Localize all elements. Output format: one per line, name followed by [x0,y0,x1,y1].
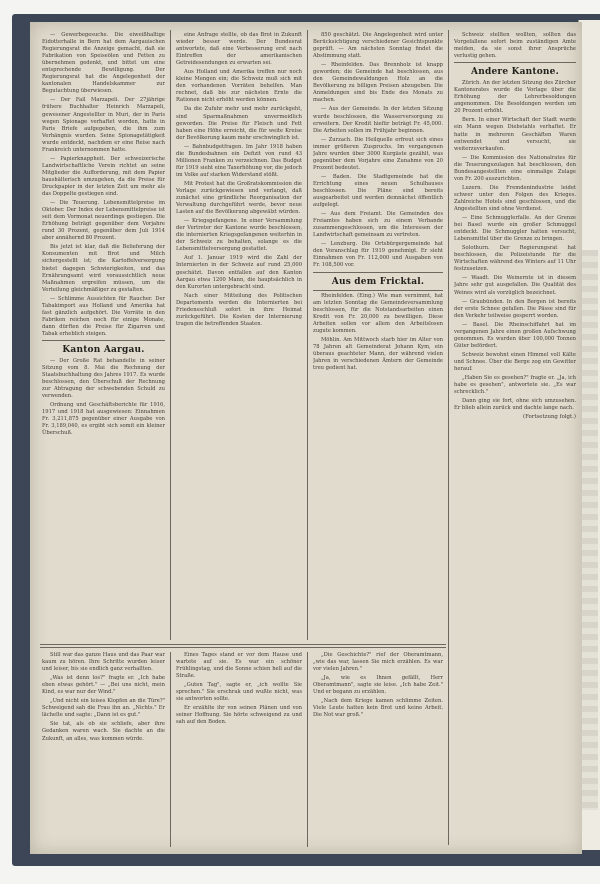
feuilleton-3c: „Nach dem Kriege kamen schlimme Zeiten. Viele Leute hatten kein Brot und keine Arbeit. Die Not war groß." [313,698,443,719]
feuilleton-4b: „Haben Sie es gesehen?" fragte er. „Ja, ich habe es gesehen", antwortete sie. „Es war schrecklich." [454,375,576,396]
feuilleton-1b: „Was ist denn los?" fragte er. „Ich habe eben etwas gehört." — „Bei uns nicht, mein Kind, es war nur der Wind." [42,675,165,696]
article-brot: eine Anfrage stellte, ob das Brot in Zukunft wieder besser werde. Der Bundesrat antwortete, daß eine Verbesserung erst nach Eintreffen der amerikanischen Getreidesendungen zu erwarten sei. [176,32,302,67]
feuilleton-1c: „Und nicht ein leises Klopfen an die Türe?" Schweigend sah die Frau ihn an. „Nichts." Er lächelte und sagte: „Dann ist es gut." [42,698,165,719]
facing-page-strip [582,250,598,810]
article-kommission: — Die Kommission des Nationalrates für die Teuerungszulagen hat beschlossen, den Bundesangestellten eine einmalige Zulage von Fr. 200 auszurichten. [454,154,576,182]
feuilleton-column-2 [176,652,302,847]
feuilleton-1d: Sie tat, als ob sie schliefe, aber ihre Gedanken waren wach. Sie dachte an die Zukunft, an alles, was kommen würde. [42,721,165,742]
column-rule [448,30,449,845]
article-abstimmung: 850 geschätzt. Die Angelegenheit wird unter Berücksichtigung verschiedener Gesichtspunkte geprüft. — Am nächsten Sonntag findet die Abstimmung statt. [313,32,443,60]
section-rule [313,290,443,291]
feuilleton-3b: „Ja, wie es Ihnen gefällt, Herr Oberamtmann", sagte sie leise. „Ich habe Zeit." Und er begann zu erzählen. [313,675,443,696]
article-internierte: Auf 1. Januar 1919 wird die Zahl der Internierten in der Schweiz auf rund 25,000 geschätzt. Davon entfallen auf den Kanton Aargau etwa 1200 Mann, die hauptsächlich in den Kurorten untergebracht sind. [176,255,302,290]
newspaper-page [30,22,582,854]
continuation-note: (Fortsetzung folgt.) [522,414,576,421]
feuilleton-column-1 [42,652,165,847]
feuilleton-1a: Still war das ganze Haus und das Paar war kaum zu hören. Ihre Schritte wurden leiser und leiser, bis sie endlich ganz verhallten. [42,652,165,673]
article-grosser-rat: — Der Große Rat behandelte in seiner Sitzung vom 8. Mai die Rechnung der Staatsbuchhaltung des Jahres 1917. Es wurde beschlossen, den Überschuß der Rechnung zur Abtragung der schwebenden Schuld zu verwenden. [42,357,165,400]
article-solothurn: Solothurn. Der Regierungsrat hat beschlossen, die Polizeistunde für die Wirtschaften während des Winters auf 11 Uhr festzusetzen. [454,245,576,273]
feuilleton-3a: „Die Geschichte?" rief der Oberamtmann, „wie das war, lassen Sie mich erzählen. Es war vor vielen Jahren." [313,652,443,673]
article-zurzach: — Zurzach. Die Heilquelle erfreut sich eines immer größeren Zuspruchs. Im vergangenen Jahre wurden über 3000 Kurgäste gezählt, was gegenüber dem Vorjahre eine Zunahme von 20 Prozent bedeutet. [313,136,443,171]
column-rule [170,30,171,640]
article-zufuhr: Aus Holland und Amerika treffen nur noch kleine Mengen ein; die Schweiz muß sich mit den vorhandenen Vorräten behelfen. Man rechnet, daß bis zur nächsten Ernte die Rationen nicht erhöht werden können. [176,69,302,104]
article-gefangene: — Kriegsgefangene. In einer Versammlung der Vertreter der Kantone wurde beschlossen, die internierten Kriegsgefangenen weiterhin in der Schweiz zu behalten, solange es die Lebensmittelversorgung gestattet. [176,218,302,253]
section-rule [313,272,443,273]
column-3 [313,32,443,642]
article-moehlin: Möhlin. Am Mittwoch starb hier im Alter von 78 Jahren alt Gemeinderat Johann Kym, ein überaus geachteter Mann, der während vielen Jahren in verschiedenen Ämtern der Gemeinde treu gedient hat. [313,336,443,371]
article-protest: Mit Protest hat die Großratskommission die Vorlage zurückgewiesen und verlangt, daß zunächst eine gründliche Reorganisation der Verwaltung durchgeführt werde, bevor neue Lasten auf die Bevölkerung abgewälzt würden. [176,180,302,216]
feuilleton-2b: „Guten Tag", sagte er, „ich wollte Sie sprechen." Sie erschrak und wußte nicht, was sie antworten sollte. [176,682,302,703]
column-rule [307,652,308,847]
column-2 [176,32,302,642]
article-wasser: — Aus der Gemeinde. In der letzten Sitzung wurde beschlossen, die Wasserversorgung zu erweitern. Der Kredit hiefür beträgt Fr. 45,000. Die Arbeiten sollen im Frühjahr beginnen. [313,106,443,134]
section-heading-aargau: Kanton Aargau. [62,344,145,355]
feuilleton-4a: Schweiz bewohnt einen Himmel voll Kälte und Schnee. Über die Berge zog ein Gewitter herauf. [454,351,576,372]
article-marzapeli: — Der Fall Marzapeli. Der 27jährige frühere Buchhalter Heinrich Marzapeli, gewesener Angestellter in Muri, der in Paris wegen Spionage verhaftet worden, hatte in Paris Briefe aufgegeben, die ihm zum Verhängnis wurden. Seine Spionagetätigkeit wurde entdeckt, nachdem er eine Reise nach Frankreich unternommen hatte. [42,97,165,153]
article-bahn: — Bahnbudgetfragen. Im Jahr 1918 haben die Bundesbahnen ein Defizit von rund 43 Millionen Franken zu verzeichnen. Das Budget für 1919 sieht eine Taxerhöhung vor, die jedoch im Volke auf starken Widerstand stößt. [176,143,302,178]
article-teuerung-cont: Bis jetzt ist klar, daß die Belieferung der Konsumenten mit Brot und Milch sichergestellt ist; die Kartoffelversorgung bietet dagegen Schwierigkeiten, und das Ernährungsamt wird voraussichtlich neue Maßnahmen ergreifen müssen, um die Verteilung gleichmäßiger zu gestalten. [42,244,165,293]
feuilleton-4c: Dann ging sie fort, ohne sich umzusehen. Er blieb allein zurück und dachte lange nach. [454,398,576,412]
feuilleton-column-3 [313,652,443,847]
section-heading-fricktal: Aus dem Fricktal. [331,276,425,287]
section-rule [454,62,576,63]
feuilleton-2a: Eines Tages stand er vor dem Hause und wartete auf sie. Es war ein schöner Frühlingstag, und die Sonne schien hell auf die Straße. [176,652,302,680]
article-teuerung: — Die Teuerung. Lebensmittelpreise im Oktober. Der Index der Lebensmittelpreise ist seit dem Vormonat neuerdings gestiegen. Die Erhöhung beträgt gegenüber dem Vorjahre rund 30 Prozent, gegenüber dem Juli 1914 aber annähernd 80 Prozent. [42,200,165,242]
article-lenzburg: — Lenzburg. Die Ortsbürgergemeinde hat den Voranschlag für 1919 genehmigt. Er sieht Einnahmen von Fr. 112,000 und Ausgaben von Fr. 108,500 vor. [313,241,443,269]
feuilleton-2c: Er erzählte ihr von seinen Plänen und von seiner Hoffnung. Sie hörte schweigend zu und sah auf den Boden. [176,705,302,726]
article-waadt: — Waadt. Die Weinernte ist in diesem Jahre sehr gut ausgefallen. Die Qualität des Weines wird als vorzüglich bezeichnet. [454,275,576,296]
article-gewerbe: — Gewerbegesuche. Die eiweißhaltige Eidotterhalle in Bern hat dem Aargauischen Regierungsrat die Anzeige gemacht, daß sie Fabrikation von Speiseölen und Fetten zu übernehmen gedenkt, und bittet um eine entsprechende Bewilligung. Der Regierungsrat hat die Angelegenheit der kantonalen Handelskammer zur Begutachtung überwiesen. [42,32,165,95]
article-freiamt: — Aus dem Freiamt. Die Gemeinden des Freiamtes haben sich zu einem Verbande zusammengeschlossen, um die Interessen der Landwirtschaft gemeinsam zu vertreten. [313,211,443,239]
column-1 [42,32,165,652]
article-zuerich: Zürich. An der letzten Sitzung des Zürcher Kantonsrates wurde die Vorlage über die Erhöhung der Lehrerbesoldungen angenommen. Die Besoldungen werden um 20 Prozent erhöht. [454,80,576,115]
article-basel: — Basel. Die Rheinschiffahrt hat im vergangenen Jahre einen großen Aufschwung genommen. Es wurden über 100,000 Tonnen Güter befördert. [454,321,576,349]
article-papier: — Papierknappheit. Der schweizerische Landwirtschaftliche Verein richtet an seine Mitglieder die Aufforderung, mit dem Papier haushälterisch umzugehen, da die Preise für Druckpapier in der letzten Zeit um mehr als das Doppelte gestiegen sind. [42,155,165,198]
section-rule [42,340,165,341]
column-rule [307,30,308,640]
article-spar: Da die Zufuhr mehr und mehr zurückgeht, sind Sparmaßnahmen unvermeidlich geworden. Die Preise für Fleisch und Fett haben eine Höhe erreicht, die für weite Kreise der Bevölkerung kaum mehr erschwinglich ist. [176,106,302,141]
section-heading-andere-kantone: Andere Kantone. [471,67,559,78]
article-schmuggel: — Eine Schmugglerfalle. An der Grenze bei Basel wurde ein großer Schmuggel entdeckt. Die Schmuggler hatten versucht, Lebensmittel über die Grenze zu bringen. [454,215,576,243]
article-heimkehr: Nach einer Mitteilung des Politischen Departements werden die Internierten bei Friedensschluß sofort in ihre Heimat zurückgeführt. Die Kosten der Internierung tragen die betreffenden Staaten. [176,292,302,327]
article-luzern: Luzern. Die Fremdenindustrie leidet schwer unter den Folgen des Krieges. Zahlreiche Hotels sind geschlossen, und die Angestellten sind ohne Verdienst. [454,184,576,212]
feuilleton-rule [40,644,446,645]
article-melden: Schweiz stellten wollten, sollten das Vorgefallene sofort beim zuständigen Amte melden, da sie sonst ihrer Ansprüche verlustig gehen. [454,32,576,60]
article-brennholz: — Rheinfelden. Das Brennholz ist knapp geworden; die Gemeinde hat beschlossen, aus den Gemeindewaldungen Holz an die Bevölkerung zu billigen Preisen abzugeben. Die Anmeldungen sind bis Ende des Monats zu machen. [313,62,443,104]
column-4 [454,32,576,840]
article-baden: — Baden. Die Stadtgemeinde hat die Errichtung eines neuen Schulhauses beschlossen. Die Pläne sind bereits ausgearbeitet und werden demnächst öffentlich aufgelegt. [313,173,443,209]
article-bern: Bern. In einer Wirtschaft der Stadt wurde ein Mann wegen Diebstahls verhaftet. Er hatte in mehreren Geschäften Waren entwendet und versucht, sie weiterzuverkaufen. [454,117,576,152]
feuilleton-rule [40,647,446,648]
article-rechnung: Ordnung und Geschäftsberichte für 1916, 1917 und 1918 hat ausgewiesen: Einnahmen Fr. 3,211,875 gegenüber einer Ausgabe von Fr. 3,189,040, es ergibt sich somit ein kleiner Überschuß. [42,402,165,437]
article-graubuenden: — Graubünden. In den Bergen ist bereits der erste Schnee gefallen. Die Pässe sind für den Verkehr teilweise gesperrt worden. [454,298,576,319]
column-rule [170,652,171,847]
article-rheinfelden: Rheinfelden. (Eing.) Wie man vernimmt, hat am letzten Sonntag die Gemeindeversammlung beschlossen, für die Notstandsarbeiten einen Kredit von Fr. 20,000 zu bewilligen. Diese Arbeiten sollen vor allem den Arbeitslosen zugute kommen. [313,292,443,334]
article-raucher: — Schlimme Aussichten für Raucher. Der Tabakimport aus Holland und Amerika hat fast gänzlich aufgehört. Die Vorräte in den Fabriken reichen noch für einige Monate, dann dürften die Preise für Zigarren und Tabak erheblich steigen. [42,295,165,337]
